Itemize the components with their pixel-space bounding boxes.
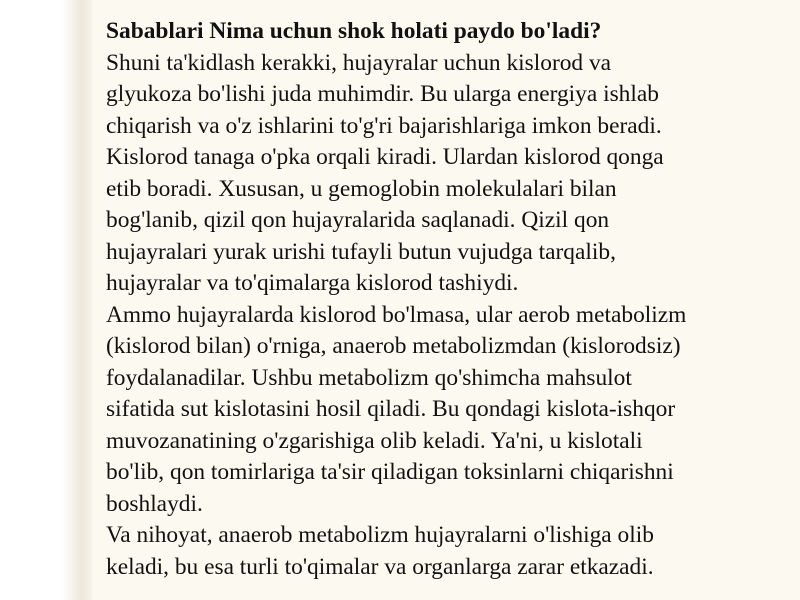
paragraph-anaerobic-metabolism: Ammo hujayralarda kislorod bo'lmasa, ular aerob metabolizm (kislorod bilan) o'rniga, anaerob metabolizmdan (kislorodsiz) foydalanadilar. Ushbu metabolizm qo'shimcha mahsulot sifatida sut kislotasini hosil qiladi. Bu qondagi kislota-ishqor muvozanatining o'zgarishiga olib keladi. Ya'ni, u kislotali bo'lib, qon tomirlariga ta'sir qiladigan toksinlarni chiqarishni boshlaydi. <box>106 301 687 517</box>
paragraph-conclusion: Va nihoyat, anaerob metabolizm hujayralarni o'lishiga olib keladi, bu esa turli to'qimalar va organlarga zarar etkazadi. <box>106 522 654 580</box>
slide-content <box>106 16 786 583</box>
slide-left-border <box>0 0 92 600</box>
slide-title: Sabablari Nima uchun shok holati paydo bo'ladi? <box>106 18 602 44</box>
paragraph-oxygen-transport: Shuni ta'kidlash kerakki, hujayralar uchun kislorod va glyukoza bo'lishi juda muhimdir. Bu ularga energiya ishlab chiqarish va o'z ishlarini to'g'ri bajarishlariga imkon beradi. Kislorod tanaga o'pka orqali kiradi. Ulardan kislorod qonga etib boradi. Xususan, u gemoglobin molekulalari bilan bog'lanib, qizil qon hujayralarida saqlanadi. Qizil qon hujayralari yurak urishi tufayli butun vujudga tarqalib, hujayralar va to'qimalarga kislorod tashiydi. <box>106 49 664 296</box>
